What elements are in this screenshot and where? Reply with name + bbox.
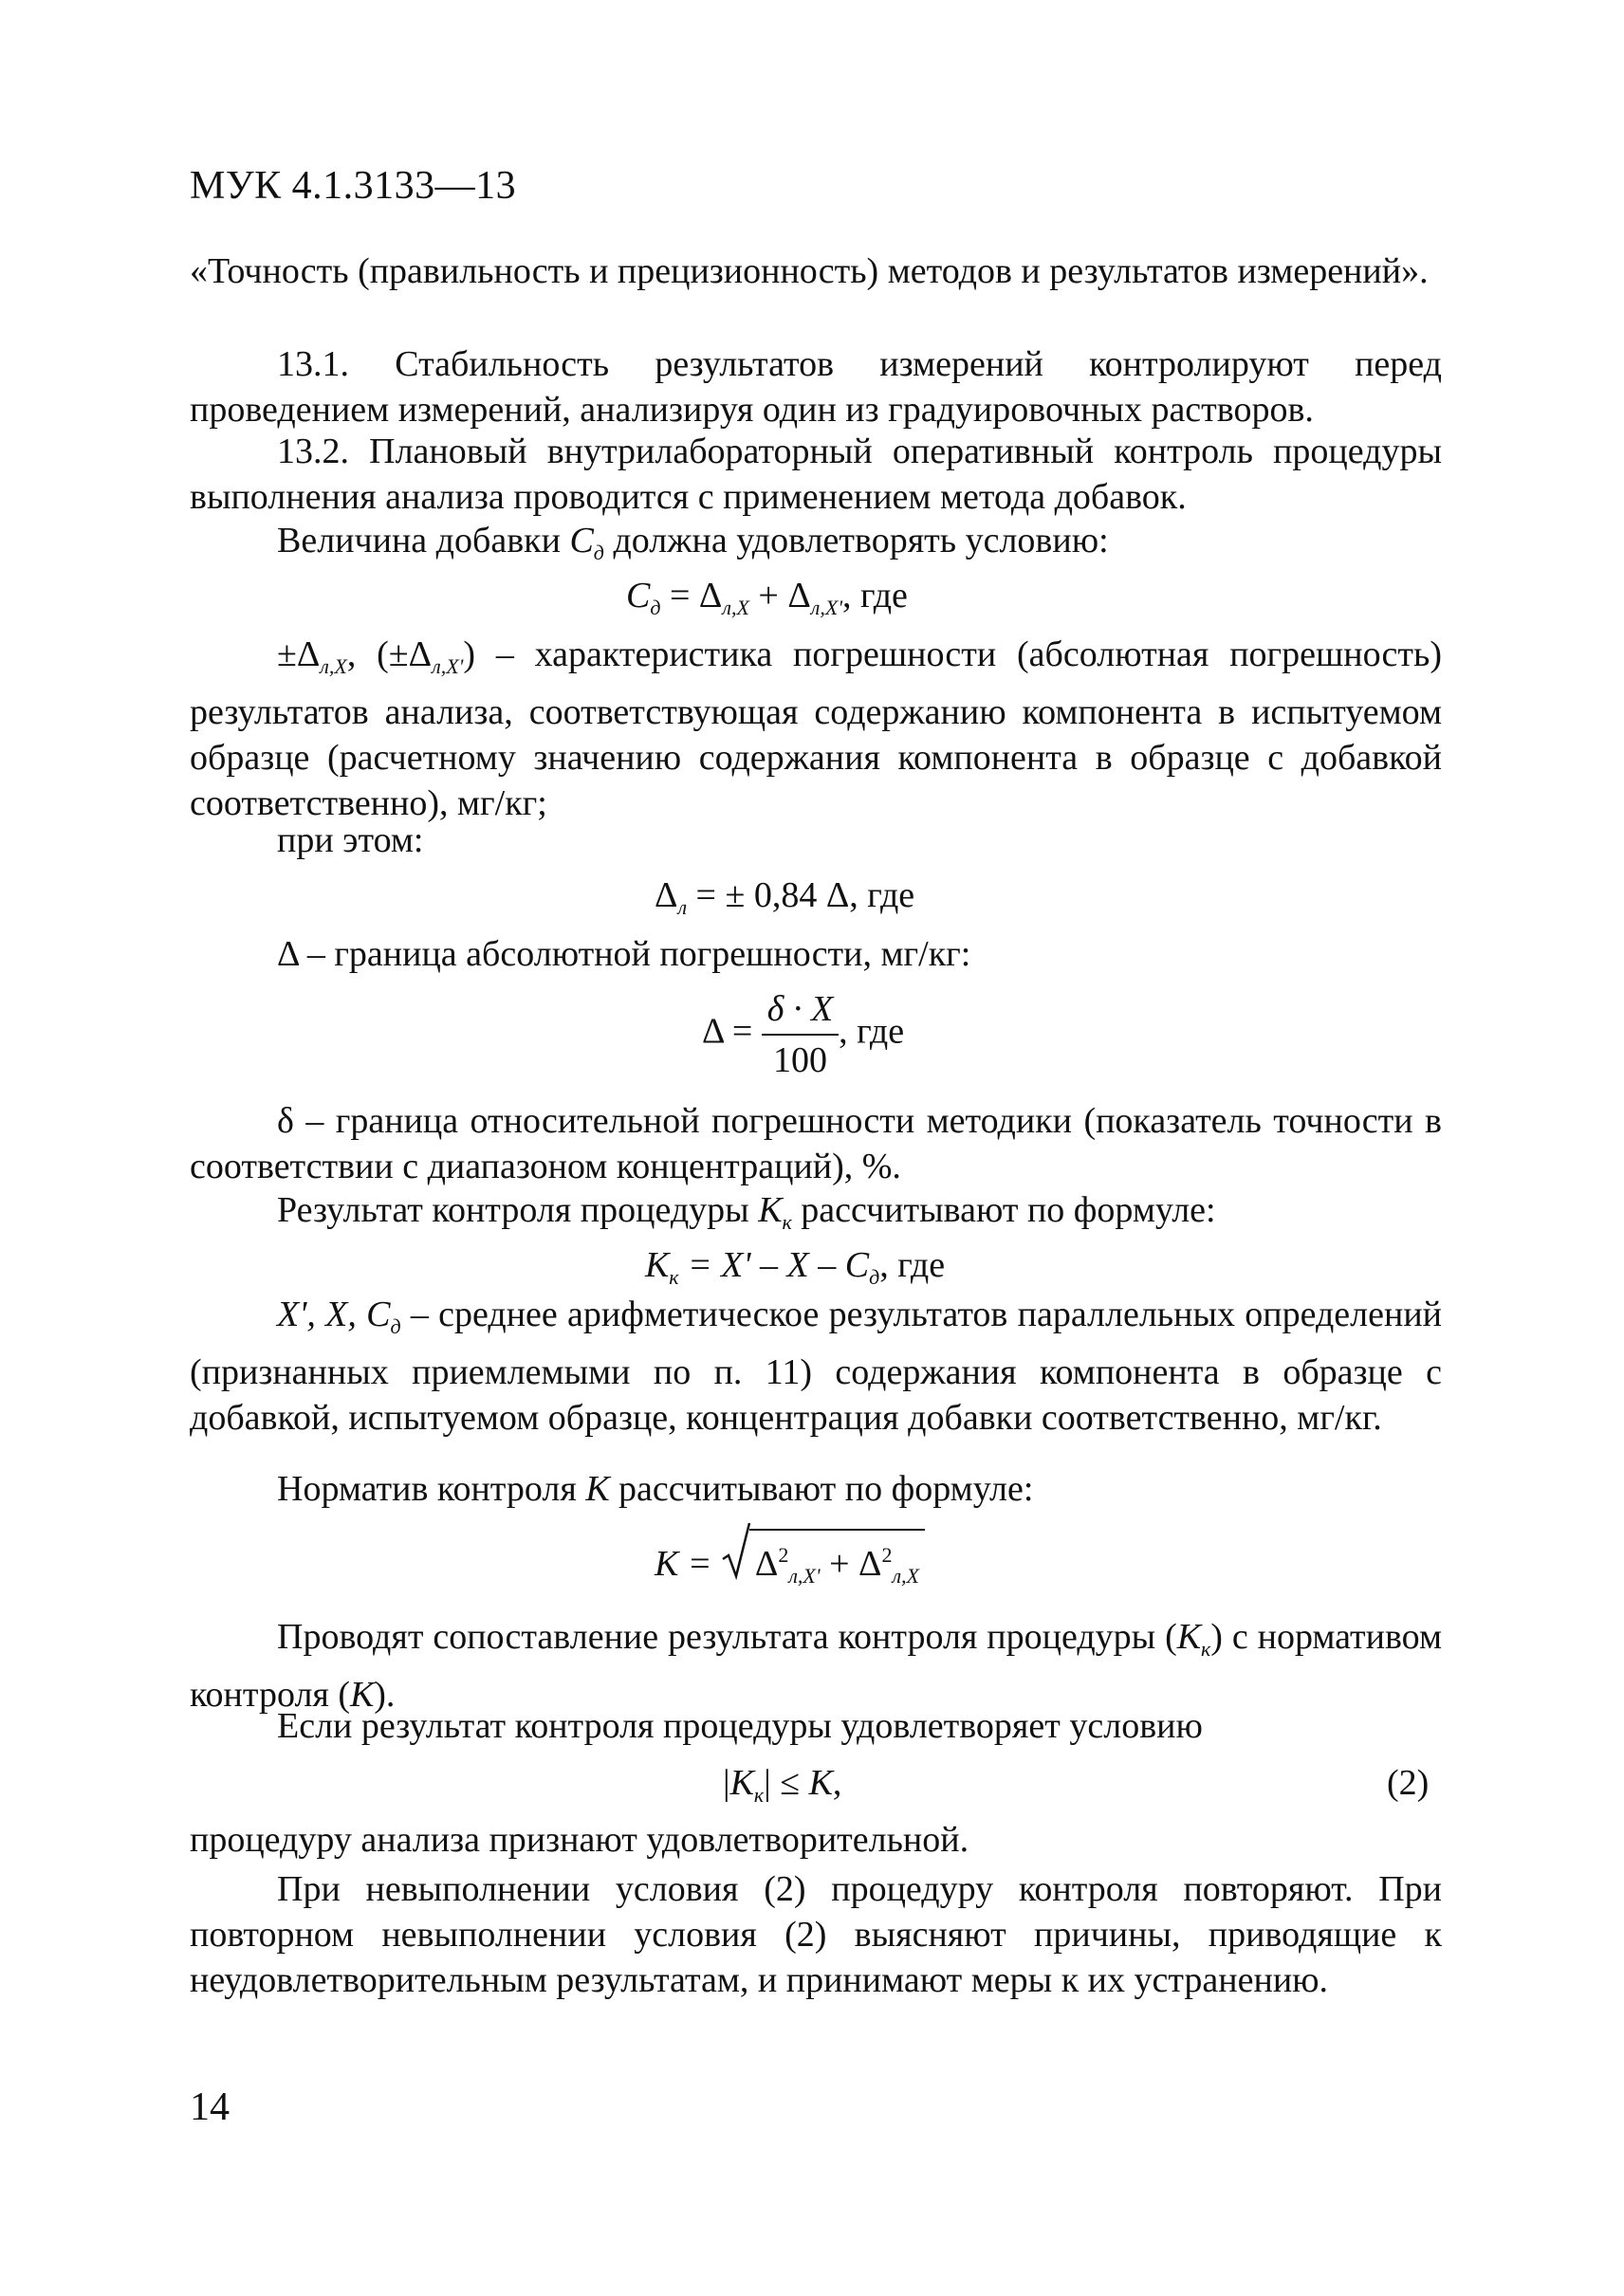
formula-condition-2: $|К_к| \le К$, — [723, 1763, 842, 1807]
paragraph-repeat: При невыполнении условия (2) процедуру контроля повторяют. При повторном невыполнении условия (2) выясняют причины, приводящие к неудовлетворительным результатам, и принимают меры к их устранению. — [190, 1869, 1442, 2000]
paragraph-quote: «Точность (правильность и прецизионность) методов и результатов измерений». — [190, 251, 1429, 291]
paragraph-if-condition: Если результат контроля процедуры удовлетворяет условию — [277, 1706, 1203, 1746]
paragraph-additive-condition: Величина добавки $C_д$ должна удовлетворять условию: — [277, 521, 1109, 564]
paragraph-norm: Норматив контроля К рассчитывают по формуле: — [277, 1469, 1034, 1509]
formula-delta-l: $\Delta_л$ = ± 0,84 Δ, где — [655, 875, 915, 919]
paragraph-at-this: при этом: — [277, 820, 424, 860]
document-code: МУК 4.1.3133—13 — [190, 164, 517, 208]
fraction: $\frac{\delta \cdot X}{100}$ — [762, 986, 839, 1083]
paragraph-error-characteristic: $\pm\Delta_{л,X}$, $(\pm\Delta_{л,X'})$ – характеристика погрешности (абсолютная погрешность) результатов анализа, соответствующая содержанию компонента в испытуемом образце (расчетному значению содержания компонента в образце с добавкой соответственно), мг/кг; — [190, 634, 1442, 823]
radical-sign-icon — [721, 1521, 751, 1580]
square-root: $\Delta^2_{л,X'} + \Delta^2_{л,X}$ — [721, 1529, 925, 1599]
paragraph-satisfactory: процедуру анализа признают удовлетворительной. — [190, 1820, 969, 1860]
paragraph-comparison: Проводят сопоставление результата контроля процедуры $(К_к)$ с нормативом контроля (К). — [190, 1617, 1442, 1715]
formula-norm-k: К = $\Delta^2_{л,X'} + \Delta^2_{л,X}$ — [655, 1529, 925, 1599]
page-number: 14 — [190, 2085, 230, 2129]
formula-delta-fraction: Δ = $\frac{\delta \cdot X}{100}$ , где — [702, 986, 904, 1083]
formula-kk: $К_к = X' - X - C_д$, где — [645, 1245, 946, 1289]
paragraph-control-result: Результат контроля процедуры $К_к$ рассчитывают по формуле: — [277, 1190, 1216, 1234]
paragraph-relative-error: δ – граница относительной погрешности методики (показатель точности в соответствии с диапазоном концентраций), %. — [190, 1101, 1442, 1186]
paragraph-13-1: 13.1. Стабильность результатов измерений контролируют перед проведением измерений, анализируя один из градуировочных растворов. — [190, 344, 1442, 430]
formula-additive: $C_д = \Delta_{л,X} + \Delta_{л,X'}$, где — [626, 576, 908, 619]
paragraph-variables: X', X, $C_д$ – среднее арифметическое результатов параллельных определений (признанных приемлемыми по п. 11) содержания компонента в образце с добавкой, испытуемом образце, концентрация добавки соответственно, мг/кг. — [190, 1295, 1443, 1438]
paragraph-13-2: 13.2. Плановый внутрилабораторный оперативный контроль процедуры выполнения анализа проводится с применением метода добавок. — [190, 432, 1442, 517]
equation-number: (2) — [1387, 1763, 1430, 1803]
paragraph-absolute-error: Δ – граница абсолютной погрешности, мг/кг: — [277, 934, 971, 974]
